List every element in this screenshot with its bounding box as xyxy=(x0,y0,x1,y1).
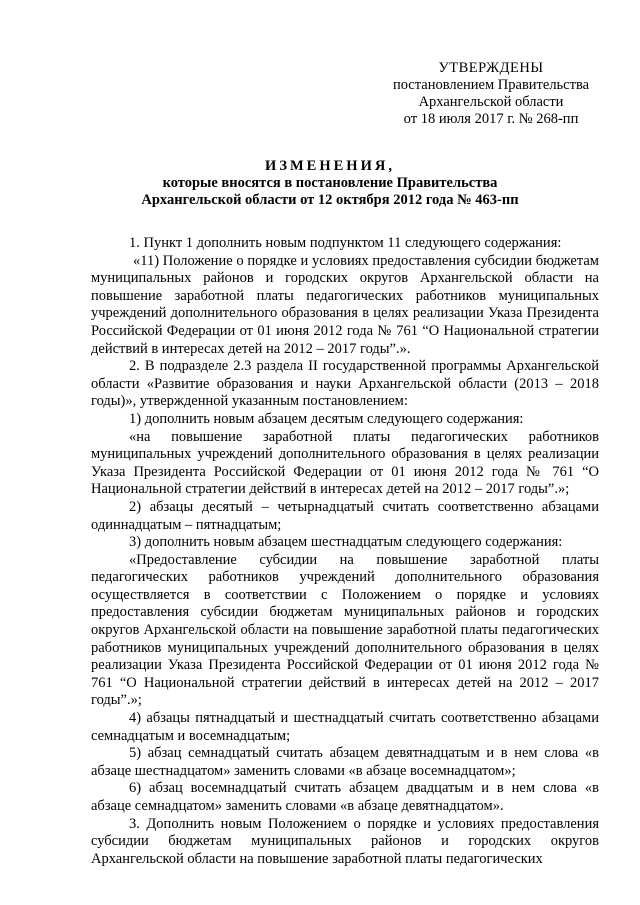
approval-date: от 18 июля 2017 г. № 268-пп xyxy=(403,111,579,127)
paragraph-8: «Предоставление субсидии на повышение заработной платы педагогических работников учреждений дополнительного образования осуществляется в соответствии с Положением о порядке и условиях предоставления субсидии бюджетам муниципальных районов и городских округов Архангельской области на повышение заработной платы педагогических работников муниципальных учреждений дополнительного образования в целях реализации Указа Президента Российской Федерации от 01 июня 2012 года № 761 “О Национальной стратегии действий в интересах детей на 2012 – 2017 годы”.»; xyxy=(91,551,599,709)
paragraph-6: 2) абзацы десятый – четырнадцатый считать соответственно абзацами одиннадцатым – пятнадцатым; xyxy=(91,498,599,533)
heading-line-3: Архангельской области от 12 октября 2012 года № 463-пп xyxy=(141,192,519,208)
paragraph-11: 6) абзац восемнадцатый считать абзацем двадцатым и в нем слова «в абзаце семнадцатом» заменить словами «в абзаце девятнадцатом». xyxy=(91,780,599,814)
approval-title: УТВЕРЖДЕНЫ xyxy=(438,60,544,76)
paragraph-2: «11) Положение о порядке и условиях предоставления субсидии бюджетам муниципальных районов и городских округов Архангельской области на повышение заработной платы педагогических работников муниципальных учреждений дополнительного образования в целях реализации Указа Президента Российской Федерации от 01 июня 2012 года № 761 “О Национальной стратегии действий в интересах детей на 2012 – 2017 годы”.». xyxy=(91,252,599,357)
paragraph-5: «на повышение заработной платы педагогических работников муниципальных учреждений дополнительного образования в целях реализации Указа Президента Российской Федерации от 01 июня 2012 года № 761 “О Национальной стратегии действий в интересах детей на 2012 – 2017 годы”.»; xyxy=(91,428,599,498)
paragraph-4: 1) дополнить новым абзацем десятым следующего содержания: xyxy=(129,410,524,427)
paragraph-1: 1. Пункт 1 дополнить новым подпунктом 11 следующего содержания: xyxy=(129,235,562,251)
paragraph-7: 3) дополнить новым абзацем шестнадцатым следующего содержания: xyxy=(129,534,563,551)
heading-title: ИЗМЕНЕНИЯ, xyxy=(265,158,395,174)
document-body xyxy=(91,235,599,868)
paragraph-12: 3. Дополнить новым Положением о порядке и условиях предоставления субсидии бюджетам муниципальных районов и городских округов Архангельской области на повышение заработной платы педагогических xyxy=(91,815,599,867)
paragraph-9: 4) абзацы пятнадцатый и шестнадцатый считать соответственно абзацами семнадцатым и восемнадцатым; xyxy=(91,710,599,744)
approval-stamp xyxy=(370,60,612,128)
document-heading xyxy=(80,158,580,209)
heading-line-2: которые вносятся в постановление Правительства xyxy=(162,175,498,191)
approval-line-2: постановлением Правительства xyxy=(392,77,590,93)
approval-line-3: Архангельской области xyxy=(418,94,564,110)
paragraph-3: 2. В подразделе 2.3 раздела II государственной программы Архангельской области «Развитие образования и науки Архангельской области (2013 – 2018 годы)», утвержденной указанным постановлением: xyxy=(91,358,599,410)
paragraph-10: 5) абзац семнадцатый считать абзацем девятнадцатым и в нем слова «в абзаце шестнадцатом» заменить словами «в абзаце восемнадцатом»; xyxy=(91,745,599,779)
